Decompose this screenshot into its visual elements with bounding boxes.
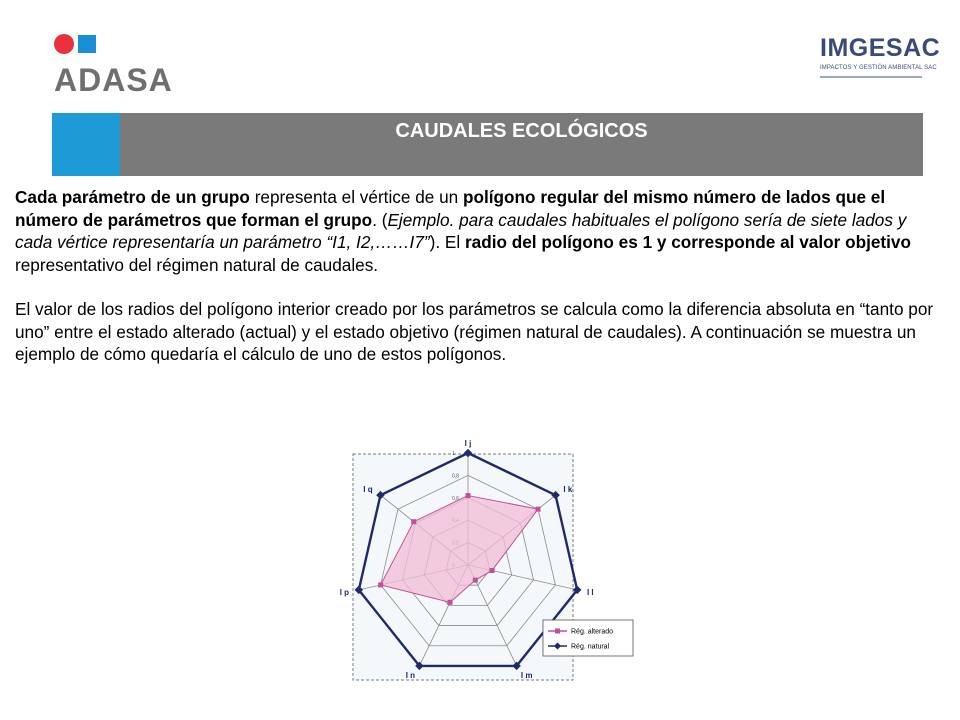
adasa-logo — [54, 34, 184, 98]
p1-bold-1: Cada parámetro de un grupo — [15, 187, 250, 207]
imgesac-logo-underline — [820, 76, 922, 78]
body-text — [15, 186, 945, 366]
p1-bold-2: polígono regular del mismo número de lados que el número de parámetros que forman el grupo — [15, 187, 886, 230]
category-label: I k — [563, 484, 573, 494]
adasa-logo-square — [78, 35, 96, 53]
legend-swatch-marker — [555, 629, 560, 634]
series-point — [490, 568, 495, 573]
adasa-logo-text: ADASA — [54, 62, 173, 98]
p1-bold-3: radio del polígono es 1 y corresponde al valor objetivo — [464, 232, 911, 252]
category-label: I p — [339, 588, 350, 598]
radar-chart — [335, 434, 635, 684]
series-point — [473, 578, 478, 583]
series-point — [378, 582, 383, 587]
radial-tick-label: 0,8 — [452, 473, 459, 480]
p1-text-2: . ( — [372, 209, 388, 230]
legend-label: Rég. alterado — [571, 628, 614, 636]
paragraph-2: El valor de los radios del polígono interior creado por los parámetros se calcula como la diferencia absoluta en “tanto por uno” entre el estado alterado (actual) y el estado objetivo (régimen natural de caudales). A continuación se muestra un ejemplo de cómo quedaría el cálculo de uno de estos polígonos. — [15, 299, 934, 364]
imgesac-logo — [820, 34, 941, 94]
category-label: I n — [405, 670, 416, 680]
series-point — [448, 600, 453, 605]
legend-label: Rég. natural — [571, 643, 610, 651]
radar-chart-svg — [335, 434, 635, 684]
p1-text-3: ). El — [429, 232, 465, 252]
p1-italic-example: Ejemplo. para caudales habituales el polígono sería de siete lados y cada vértice representaría un parámetro “I1, I2,……I7” — [15, 209, 907, 252]
p1-text-4: representativo del régimen natural de caudales. — [15, 254, 379, 275]
p1-text-1: representa el vértice de un — [249, 187, 463, 207]
radial-tick-label: 0,6 — [452, 495, 459, 502]
category-label: I l — [586, 588, 594, 598]
category-label: I j — [464, 439, 472, 448]
title-banner-accent — [52, 113, 120, 176]
series-point — [466, 493, 471, 498]
paragraph-1 — [15, 186, 945, 276]
imgesac-logo-text: IMGESAC — [820, 34, 941, 62]
series-point — [536, 507, 541, 512]
legend-box — [543, 620, 633, 656]
imgesac-logo-subtitle: IMPACTOS Y GESTIÓN AMBIENTAL SAC — [820, 65, 937, 71]
title-banner — [52, 113, 923, 176]
category-label: I m — [520, 670, 533, 680]
radial-tick-label: 1 — [452, 451, 455, 457]
category-label: I q — [363, 484, 373, 494]
adasa-logo-dot — [54, 34, 74, 54]
series-point — [411, 519, 416, 524]
slide-title: CAUDALES ECOLÓGICOS — [395, 120, 648, 142]
